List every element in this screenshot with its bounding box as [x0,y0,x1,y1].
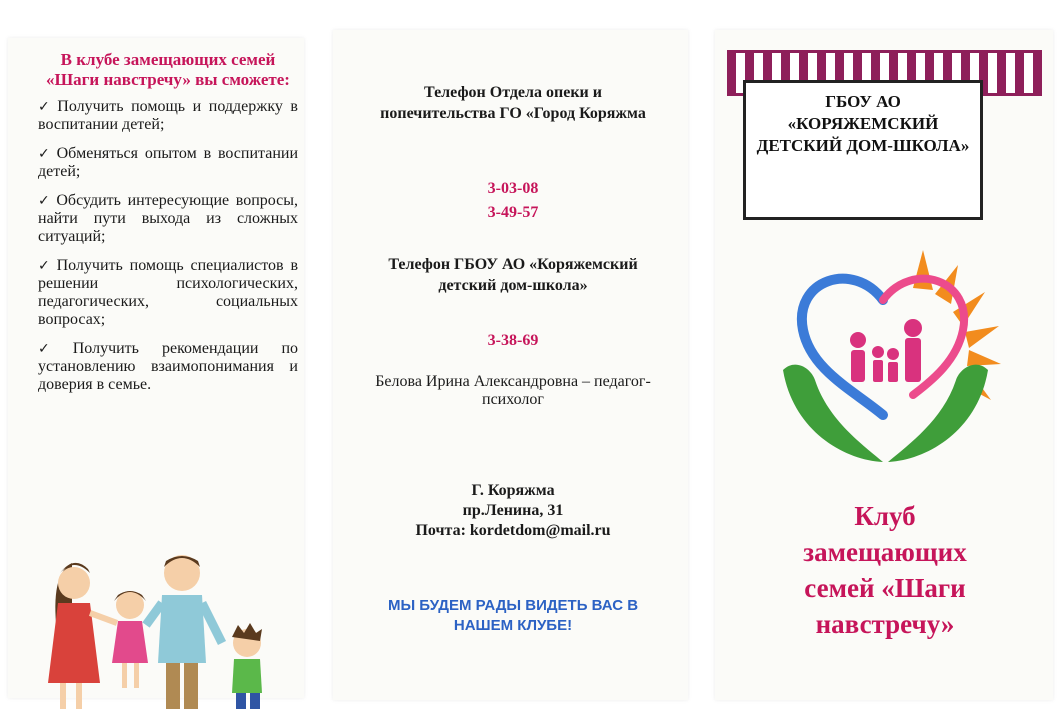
guardianship-phone-label: Телефон Отдела опеки и попечительства ГО «Город Коряжма [380,84,646,122]
boy-figure [232,623,262,709]
benefits-title: В клубе замещающих семей «Шаги навстречу» вы сможете: [46,50,290,89]
org-name-box [743,80,983,220]
list-item: ✓ Обменяться опытом в воспитании детей; [38,145,298,180]
address-city: Г. Коряжма [471,482,555,499]
email-contact: Почта: kordetdom@mail.ru [415,522,611,539]
list-item: ✓ Обсудить интересующие вопросы, найти пути выхода из сложных ситуаций; [38,192,299,245]
checkmark-icon: ✓ [38,258,53,274]
girl-figure [112,591,148,688]
invitation-text: МЫ БУДЕМ РАДЫ ВИДЕТЬ ВАС В НАШЕМ КЛУБЕ! [387,597,639,634]
school-phone-label: Телефон ГБОУ АО «Коряжемский детский дом-школа» [388,256,638,294]
school-phone: 3-38-69 [487,332,539,349]
psychologist-contact: Белова Ирина Александровна – педагог-психолог [375,373,651,408]
sun-rays-icon [913,250,1001,400]
org-name: ГБОУ АО «КОРЯЖЕМСКИЙ ДЕТСКИЙ ДОМ-ШКОЛА» [756,92,970,155]
checkmark-icon: ✓ [38,193,53,209]
checkmark-icon: ✓ [38,99,54,115]
address-street: пр.Ленина, 31 [462,502,564,519]
family-illustration [42,543,292,709]
family-silhouette-icon [850,319,922,382]
list-item: ✓ Получить рекомендации по установлению взаимопонимания и доверия в семье. [38,340,298,393]
right-panel [715,30,1053,700]
mother-figure [48,563,117,709]
guardianship-phone-1: 3-03-08 [487,180,539,197]
club-logo [773,230,1003,470]
left-panel [8,38,304,698]
father-figure [146,555,222,709]
club-title: Клуб замещающих семей «Шаги навстречу» [803,501,967,639]
guardianship-phone-2: 3-49-57 [487,204,539,221]
middle-panel [333,30,688,700]
list-item: ✓ Получить помощь и поддержку в воспитании детей; [38,98,298,133]
benefits-list [38,98,298,405]
checkmark-icon: ✓ [38,146,53,162]
list-item: ✓ Получить помощь специалистов в решении психологических, педагогических, социальных вопросах; [38,257,298,328]
checkmark-icon: ✓ [38,341,69,357]
